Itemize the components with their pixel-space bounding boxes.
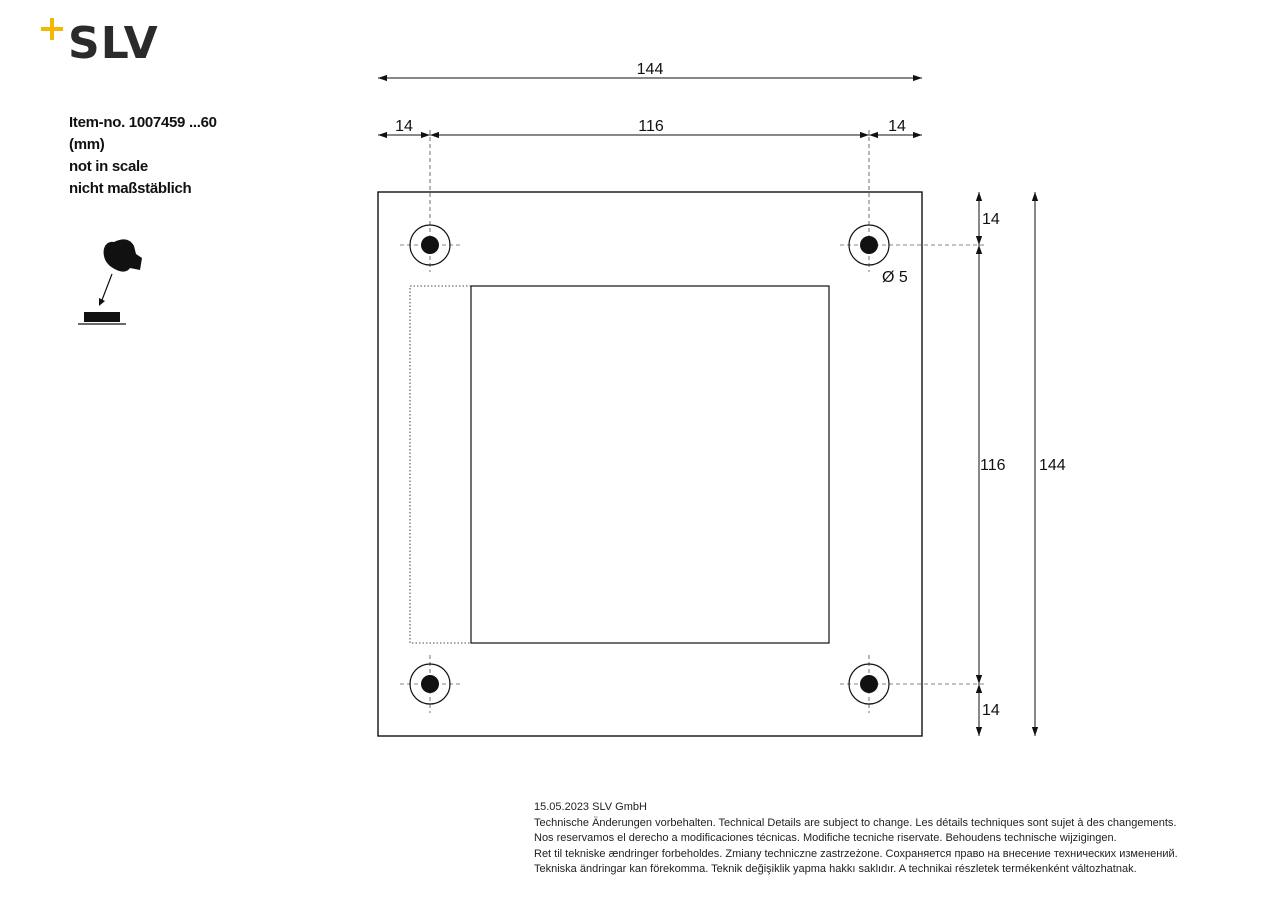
footer-notes — [534, 800, 1178, 878]
dim-overall-width: 144 — [636, 61, 664, 78]
logo-text: SLV — [68, 18, 159, 69]
dim-hole-diameter: Ø 5 — [882, 269, 908, 286]
inner-housing — [471, 286, 829, 643]
dim-overall-height: 144 — [1039, 457, 1066, 474]
footer-line-1: Technische Änderungen vorbehalten. Technical Details are subject to change. Les détails techniques sont sujet à des changements. — [534, 816, 1177, 829]
unit-label: (mm) — [69, 136, 105, 153]
dim-hole-spacing-v: 116 — [980, 457, 1006, 474]
dim-left-margin: 14 — [395, 118, 413, 135]
dim-top-margin: 14 — [982, 211, 1000, 228]
mounting-hole-bottom-left — [400, 655, 460, 713]
footer-date: 15.05.2023 SLV GmbH — [534, 801, 647, 813]
footer-line-2: Nos reservamos el derecho a modificaciones técnicas. Modifiche tecniche riservate. Behoudens technische wijzigingen. — [534, 832, 1117, 844]
footer-line-4: Tekniska ändringar kan förekomma. Teknik değişiklik yapma hakkı saklıdır. A technikai részletek termékenként változhatnak. — [534, 863, 1137, 875]
scale-note-de: nicht maßstäblich — [69, 180, 192, 197]
dim-hole-spacing-h: 116 — [638, 118, 664, 135]
dim-right-margin: 14 — [888, 118, 906, 135]
scale-note-en: not in scale — [69, 158, 148, 175]
dim-bottom-margin: 14 — [982, 702, 1000, 719]
mounting-plate — [378, 192, 922, 736]
footer-line-3: Ret til tekniske ændringer forbeholdes. Zmiany techniczne zastrzeżone. Сохраняется право на внесение технических изменений. — [534, 847, 1178, 860]
hidden-edge — [410, 286, 471, 643]
item-number: Item-no. 1007459 ...60 — [69, 114, 217, 131]
